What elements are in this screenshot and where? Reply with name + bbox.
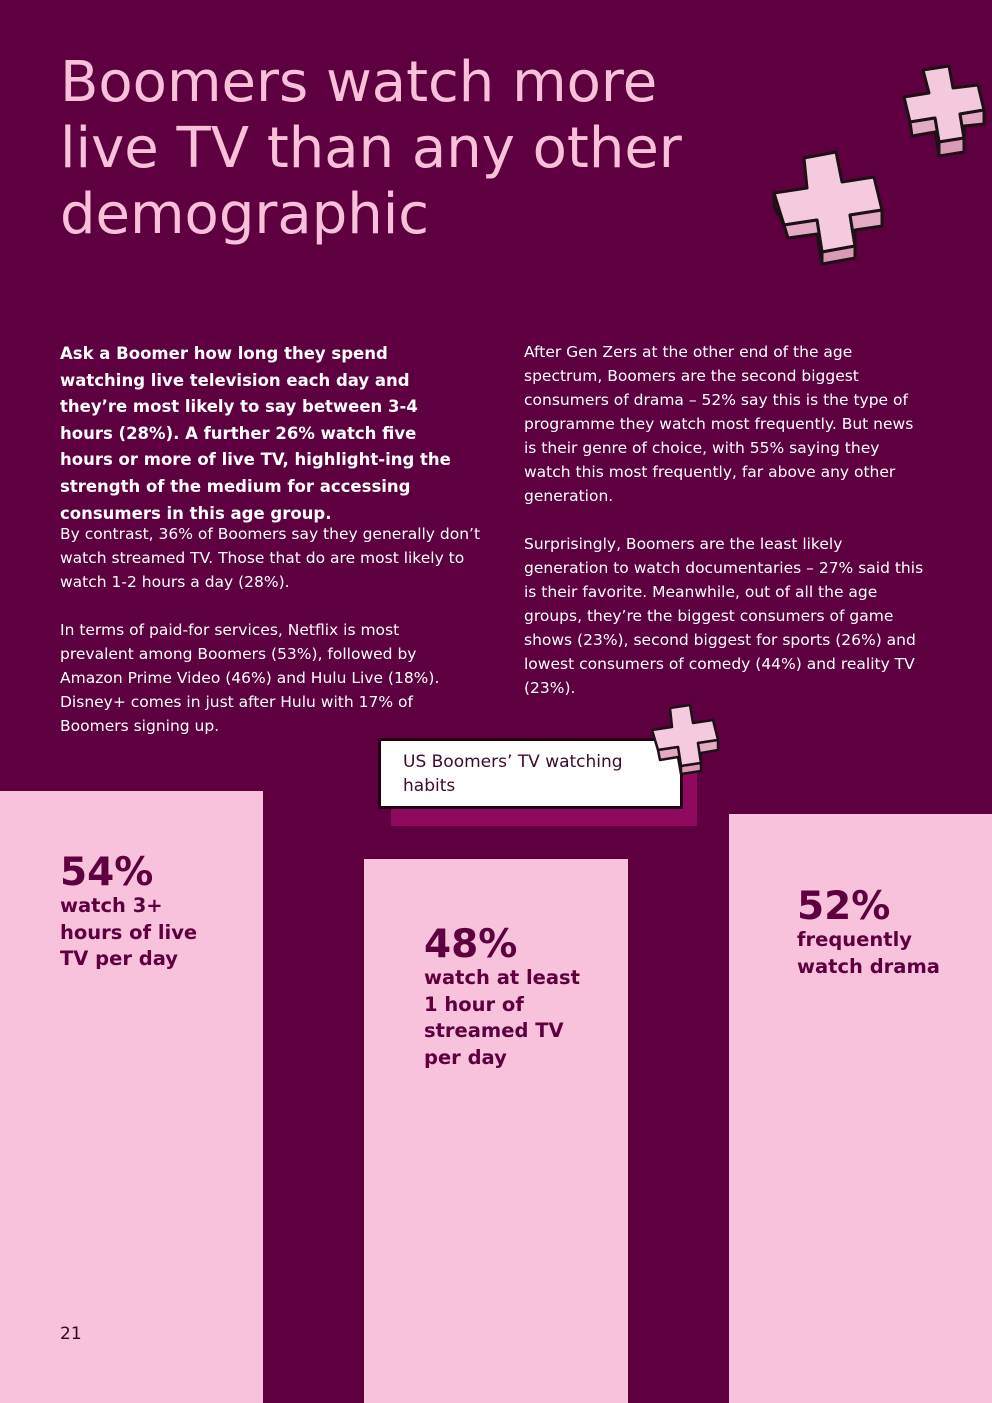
stat-label: watch 3+ hours of live TV per day bbox=[60, 894, 198, 970]
cross-shape-icon bbox=[644, 702, 724, 778]
streaming-paragraph: By contrast, 36% of Boomers say they generally don’t watch streamed TV. Those that do are most likely to watch 1-2 hours a day (28%). bbox=[60, 525, 481, 591]
cross-shape-icon bbox=[762, 148, 896, 268]
stat-drama bbox=[797, 884, 947, 980]
stat-live-tv bbox=[60, 850, 230, 973]
documentaries-paragraph: Surprisingly, Boomers are the least likely generation to watch documentaries – 27% said this is their favorite. Meanwhile, out of all the age groups, they’re the biggest consumers of game shows (23%), second biggest for sports (26%) and lowest consumers of comedy (44%) and reality TV (23%). bbox=[524, 535, 924, 697]
stat-label: frequently watch drama bbox=[797, 928, 940, 978]
cross-shape-icon bbox=[898, 62, 992, 162]
infographic-caption: US Boomers’ TV watching habits bbox=[378, 738, 683, 809]
page-title: Boomers watch more live TV than any other demographic bbox=[60, 50, 682, 247]
stat-label: watch at least 1 hour of streamed TV per day bbox=[424, 966, 580, 1069]
paid-services-paragraph: In terms of paid-for services, Netflix is most prevalent among Boomers (53%), followed by Amazon Prime Video (46%) and Hulu Live (18%). Disney+ comes in just after Hulu with 17% of Boomers signing up. bbox=[60, 621, 440, 735]
stat-value: 54% bbox=[60, 850, 154, 895]
page-number: 21 bbox=[60, 1324, 82, 1344]
stat-streamed-tv bbox=[424, 922, 584, 1071]
stat-value: 52% bbox=[797, 884, 891, 929]
intro-paragraph: Ask a Boomer how long they spend watching live television each day and they’re most likely to say between 3-4 hours (28%). A further 26% watch five hours or more of live TV, highlight-ing the strength of the medium for accessing consumers in this age group. bbox=[60, 344, 451, 523]
stat-value: 48% bbox=[424, 922, 518, 967]
drama-paragraph: After Gen Zers at the other end of the age spectrum, Boomers are the second biggest consumers of drama – 52% say this is the type of programme they watch most frequently. But news is their genre of choice, with 55% saying they watch this most frequently, far above any other generation. bbox=[524, 343, 914, 505]
